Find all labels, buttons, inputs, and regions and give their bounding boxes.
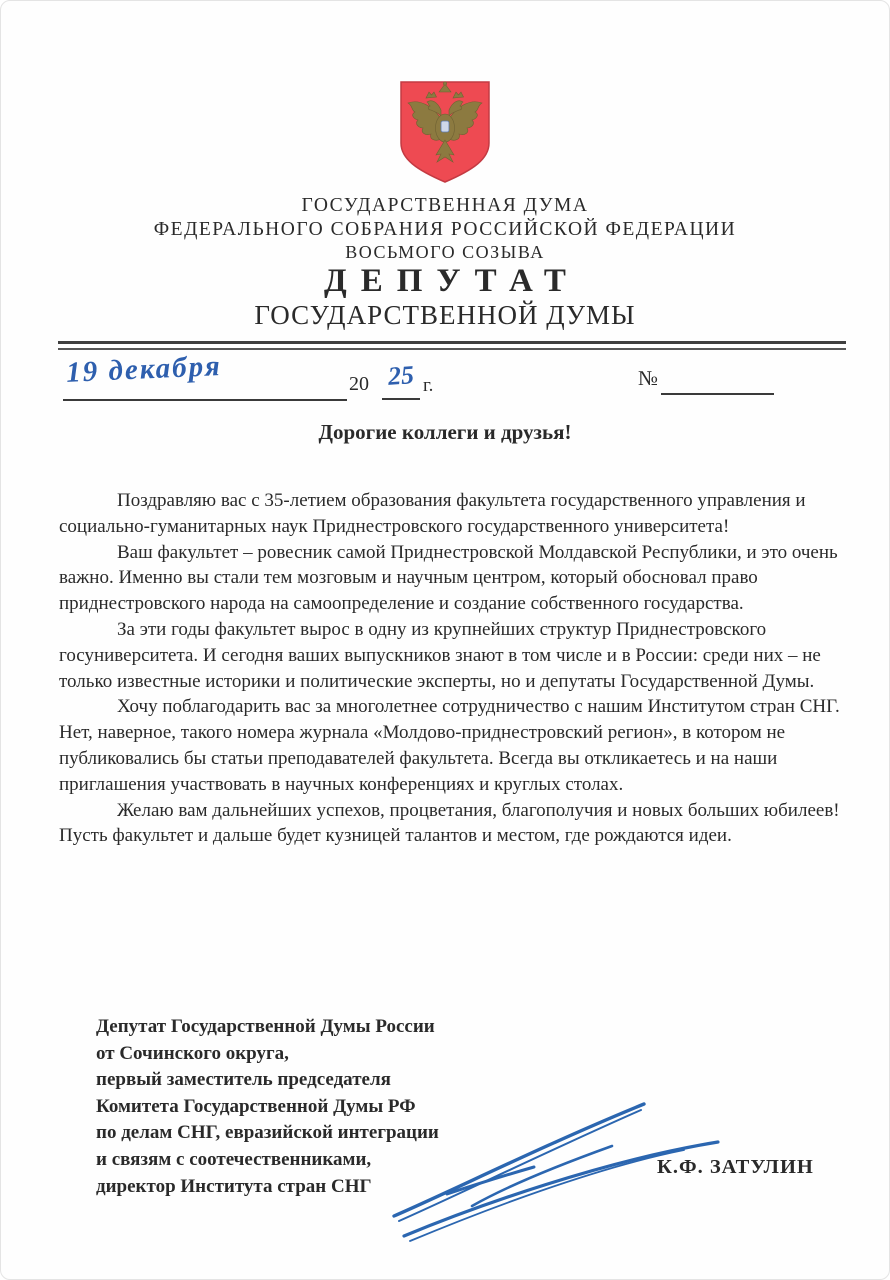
signer-title-line: и связям с соотечественниками, bbox=[96, 1148, 372, 1170]
number-blank-field bbox=[661, 361, 774, 395]
body-paragraph: Ваш факультет – ровесник самой Приднестровской Молдавской Республики, и это очень важно. Именно вы стали тем мозговым и научным центром, который обосновал право приднестровского народа на самоопределение и создание собственного государства. bbox=[59, 541, 838, 615]
signer-title-line: директор Института стран СНГ bbox=[96, 1175, 372, 1197]
letterhead-org-line2: ФЕДЕРАЛЬНОГО СОБРАНИЯ РОССИЙСКОЙ ФЕДЕРАЦИИ bbox=[153, 219, 737, 240]
letter-body bbox=[59, 488, 841, 849]
letterhead-org-line3: ВОСЬМОГО СОЗЫВА bbox=[345, 242, 545, 262]
russia-coat-of-arms-icon bbox=[1, 79, 889, 186]
signer-title-line: Комитета Государственной Думы РФ bbox=[96, 1095, 416, 1117]
signer-name: К.Ф. ЗАТУЛИН bbox=[657, 1156, 814, 1178]
handwritten-date: 19 декабря bbox=[65, 350, 223, 389]
year-suffix-label: г. bbox=[423, 375, 434, 396]
signer-title-line: Депутат Государственной Думы России bbox=[96, 1016, 435, 1037]
letterhead-title-deputy: ДЕПУТАТ bbox=[324, 263, 580, 299]
salutation: Дорогие коллеги и друзья! bbox=[318, 420, 572, 444]
letterhead-title-duma: ГОСУДАРСТВЕННОЙ ДУМЫ bbox=[254, 300, 636, 330]
signer-title-line: по делам СНГ, евразийской интеграции bbox=[96, 1122, 439, 1144]
body-paragraph: За эти годы факультет вырос в одну из крупнейших структур Приднестровского госуниверситета. И сегодня ваших выпускников знают в том числе и в России: среди них – не только известные историки и политические эксперты, но и депутаты Государственной Думы. bbox=[59, 618, 821, 692]
handwritten-year: 25 bbox=[386, 360, 415, 391]
printed-year-prefix: 20 bbox=[349, 373, 369, 395]
body-paragraph: Поздравляю вас с 35-летием образования факультета государственного управления и социально-гуманитарных наук Приднестровского государственного университета! bbox=[59, 490, 806, 537]
signer-title-line: первый заместитель председателя bbox=[96, 1069, 391, 1091]
signer-title-line: от Сочинского округа, bbox=[96, 1042, 289, 1064]
year-field bbox=[382, 361, 420, 400]
body-paragraph: Желаю вам дальнейших успехов, процветания, благополучия и новых больших юбилеев! Пусть факультет и дальше будет кузницей талантов и местом, где рождаются идеи. bbox=[59, 799, 840, 847]
date-field bbox=[63, 350, 347, 401]
number-sign-label: № bbox=[638, 366, 659, 390]
body-paragraph: Хочу поблагодарить вас за многолетнее сотрудничество с нашим Институтом стран СНГ. Нет, наверное, такого номера журнала «Молдово-приднестровский регион», в котором не публиковались бы статьи преподавателей факультета. Всегда вы откликаетесь и на наши приглашения участвовать в научных конференциях и круглых столах. bbox=[59, 696, 840, 795]
letterhead-org-line1: ГОСУДАРСТВЕННАЯ ДУМА bbox=[301, 195, 589, 216]
letterhead-divider-rule bbox=[58, 341, 846, 350]
